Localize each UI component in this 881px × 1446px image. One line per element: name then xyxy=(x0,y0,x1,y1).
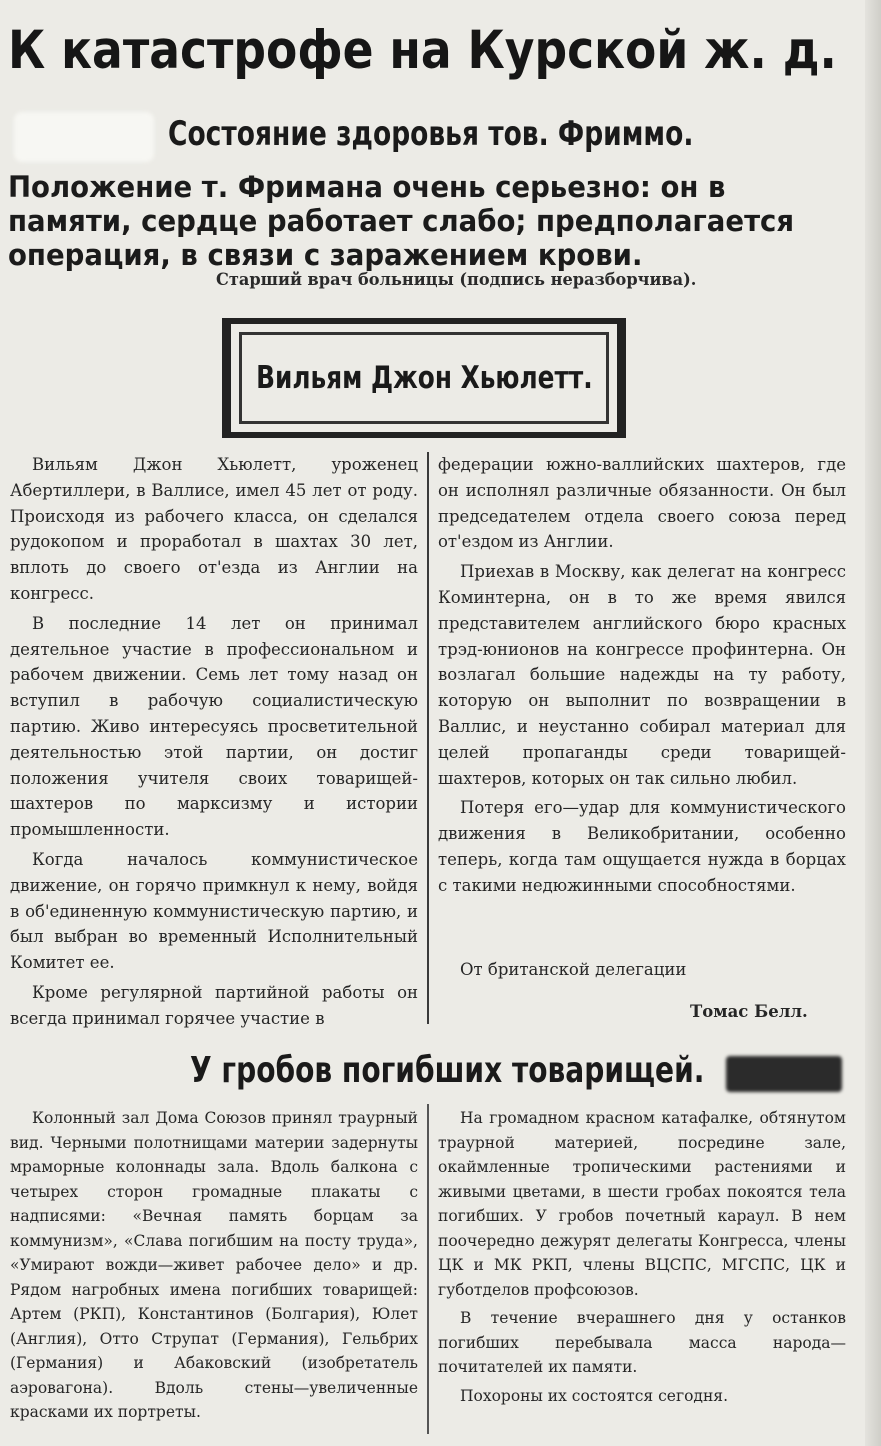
column-divider xyxy=(427,452,429,1024)
ink-smudge xyxy=(14,112,154,162)
obituary-paragraph: Вильям Джон Хьюлетт, уроженец Абертиллери, в Валлисе, имел 45 лет от роду. Происходя из рабочего класса, он сделался рудокопом и проработал в шахтах 30 лет, вплоть до своего от'езда из Англии на конгресс. xyxy=(10,455,418,603)
obituary-paragraph: Приехав в Москву, как делегат на конгресс Коминтерна, он в то же время явился представителем английского бюро красных трэд-юнионов на конгрессе профинтерна. Он возлагал большие надежды на ту работу, которую он выполнит по возвращении в Валлис, и неустанно собирал материал для целей пропаганды среди товарищей-шахтеров, которых он так сильно любил. xyxy=(438,562,846,788)
health-subheadline: Состояние здоровья тов. Фриммо. xyxy=(168,114,694,154)
coffins-paragraph: Похороны их состоятся сегодня. xyxy=(460,1386,728,1405)
coffins-left-column xyxy=(10,1106,418,1429)
column-divider xyxy=(427,1104,429,1434)
obituary-name-frame-inner xyxy=(239,332,609,424)
doctor-signature: Старший врач больницы (подпись неразборчива). xyxy=(216,270,697,290)
coffins-paragraph: В течение вчерашнего дня у останков погибших перебывала масса народа—почитателей их памяти. xyxy=(438,1309,846,1376)
obituary-name: Вильям Джон Хьюлетт. xyxy=(255,360,593,396)
obituary-right-column xyxy=(438,452,846,903)
obituary-paragraph: В последние 14 лет он принимал деятельное участие в профессиональном и рабочем движении. Семь лет тому назад он вступил в рабочую социалистическую партию. Живо интересуясь просветительной деятельностью этой партии, он достиг положения учителя своих товарищей-шахтеров по марксизму и истории промышленности. xyxy=(10,613,418,840)
coffins-paragraph: Колонный зал Дома Союзов принял траурный вид. Черными полотнищами материи задернуты мраморные колоннады зала. Вдоль балкона с четырех сторон громадные плакаты с надписями: «Вечная память борцам за коммунизм», «Слава погибшим на посту труда», «Умирают вожди—живет рабочее дело» и др. Рядом нагробных имена погибших товарищей: Артем (РКП), Константинов (Болгария), Юлет (Англия), Отто Струпат (Германия), Гельбрих (Германия) и Абаковский (изобретатель аэровагона). Вдоль стены—увеличенные красками их портреты. xyxy=(10,1109,418,1421)
obituary-signer: Томас Белл. xyxy=(690,1002,808,1021)
obituary-name-frame xyxy=(222,318,626,438)
obituary-left-column xyxy=(10,452,418,1036)
obituary-paragraph: Когда началось коммунистическое движение, он горячо примкнул к нему, войдя в об'единенную коммунистическую партию, и был выбран во временный Исполнительный Комитет ее. xyxy=(10,849,418,973)
health-status-text: Положение т. Фримана очень серьезно: он в памяти, сердце работает слабо; предполагается операция, в связи с заражением крови. xyxy=(8,170,795,272)
obituary-paragraph: Потеря его—удар для коммунистического движения в Великобритании, особенно теперь, когда там ощущается нужда в борцах с такими недюжинными способностями. xyxy=(438,798,846,895)
coffins-headline: У гробов погибших товарищей. xyxy=(190,1050,705,1091)
obituary-paragraph: Кроме регулярной партийной работы он всегда принимал горячее участие в xyxy=(10,982,418,1028)
main-headline: К катастрофе на Курской ж. д. xyxy=(8,20,837,81)
coffins-right-column xyxy=(438,1106,846,1412)
obituary-from-delegation: От британской делегации xyxy=(460,960,687,979)
page-edge-shadow xyxy=(865,0,881,1446)
obituary-paragraph: федерации южно-валлийских шахтеров, где он исполнял различные обязанности. Он был председателем отдела своего союза перед от'ездом из Англии. xyxy=(438,455,846,552)
coffins-paragraph: На громадном красном катафалке, обтянутом траурной материей, посредине зале, окаймленные тропическими растениями и живыми цветами, в шести гробах покоятся тела погибших. У гробов почетный караул. В нем поочередно дежурят делегаты Конгресса, члены ЦК и МК РКП, члены ВЦСПС, МГСПС, ЦК и губотделов профсоюзов. xyxy=(438,1109,846,1299)
ink-blot xyxy=(726,1056,842,1092)
